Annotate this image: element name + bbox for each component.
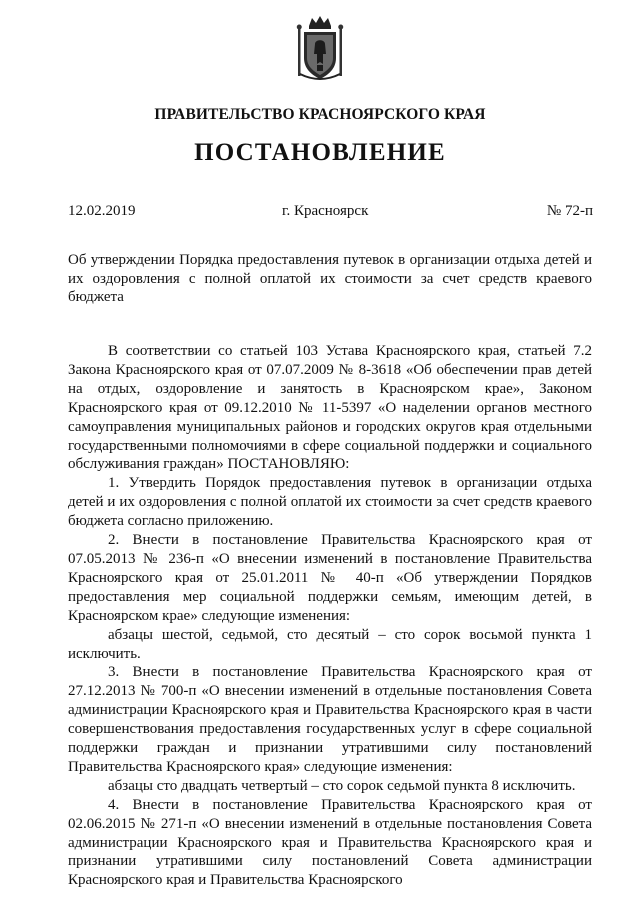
decree-body bbox=[68, 342, 592, 890]
paragraph-item-4: 4. Внести в постановление Правительства Красноярского края от 02.06.2015 № 271-п «О внесении изменений в отдельные постановления Совета администрации Красноярского края и Правительства Красноярского края и признании утратившими силу постановлений Совета администрации Красноярского края и Правительства Красноярского bbox=[68, 796, 592, 889]
document-type-title: ПОСТАНОВЛЕНИЕ bbox=[194, 139, 446, 166]
paragraph-item-3-change: абзацы сто двадцать четвертый – сто сорок седьмой пункта 8 исключить. bbox=[108, 777, 576, 794]
paragraph-item-1: 1. Утвердить Порядок предоставления путевок в организации отдыха детей и их оздоровления с полной оплатой их стоимости за счет средств краевого бюджета согласно приложению. bbox=[68, 475, 592, 530]
paragraph-item-3: 3. Внести в постановление Правительства Красноярского края от 27.12.2013 № 700-п «О внесении изменений в отдельные постановления Совета администрации Красноярского края и Правительства Красноярского края в части совершенствования предоставления государственных услуг в сфере социальной поддержки граждан и признании утратившими силу постановлений Правительства Красноярского края» следующие изменения: bbox=[68, 664, 592, 775]
government-title: ПРАВИТЕЛЬСТВО КРАСНОЯРСКОГО КРАЯ bbox=[154, 106, 486, 123]
decree-number: № 72-п bbox=[546, 203, 593, 219]
paragraph-preamble: В соответствии со статьей 103 Устава Красноярского края, статьей 7.2 Закона Красноярского края от 07.07.2009 № 8-3618 «Об обеспечении прав детей на отдых, оздоровление и занятость в Красноярском крае», Законом Красноярского края от 09.12.2010 № 11-5397 «О наделении органов местного самоуправления муниципальных районов и городских округов края отдельными государственными полномочиями в сфере социальной поддержки и социального обслуживания граждан» ПОСТАНОВЛЯЮ: bbox=[68, 343, 592, 473]
decree-subject: Об утверждении Порядка предоставления путевок в организации отдыха детей и их оздоровления с полной оплатой их стоимости за счет средств краевого бюджета bbox=[68, 252, 592, 305]
decree-date: 12.02.2019 bbox=[68, 203, 136, 219]
paragraph-item-2-change: абзацы шестой, седьмой, сто десятый – сто сорок восьмой пункта 1 исключить. bbox=[68, 626, 592, 662]
paragraph-item-2: 2. Внести в постановление Правительства Красноярского края от 07.05.2013 № 236-п «О внесении изменений в постановление Правительства Красноярского края от 25.01.2011 № 40-п «Об утверждении Порядков предоставления мер социальной поддержки семьям, имеющим детей, в Красноярском крае» следующие изменения: bbox=[68, 532, 592, 624]
decree-city: г. Красноярск bbox=[282, 203, 369, 219]
coat-of-arms-icon bbox=[295, 14, 345, 82]
